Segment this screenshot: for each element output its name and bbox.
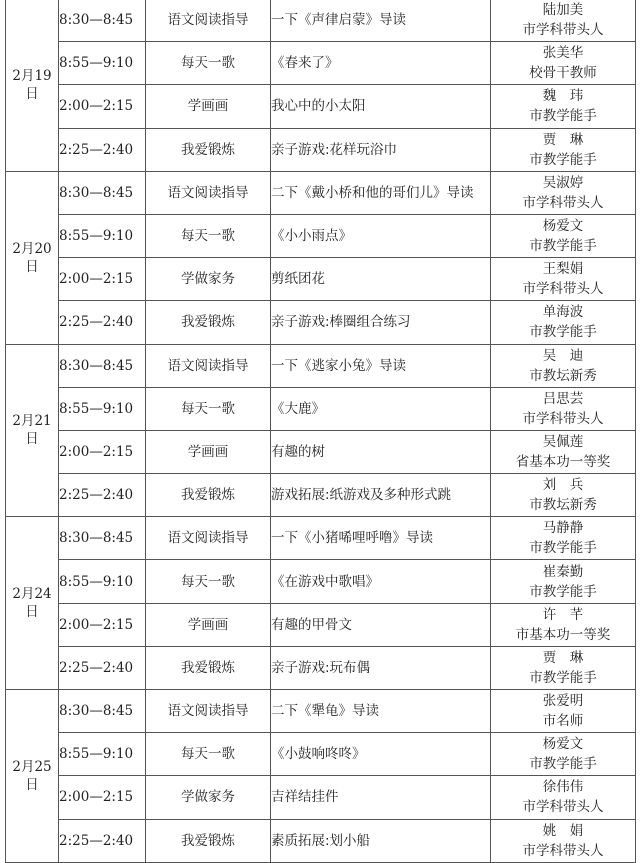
time-cell: 2:25—2:40 bbox=[59, 646, 146, 689]
content-cell: 有趣的甲骨文 bbox=[271, 603, 491, 646]
date-cell bbox=[6, 690, 59, 863]
table-row bbox=[6, 430, 636, 473]
content-cell: 《大鹿》 bbox=[271, 387, 491, 430]
time-cell: 2:25—2:40 bbox=[59, 301, 146, 344]
teacher-title: 市教学能手 bbox=[529, 151, 597, 168]
teacher-cell bbox=[491, 258, 636, 301]
table-row bbox=[6, 85, 636, 128]
content-cell: 一下《逃家小兔》导读 bbox=[271, 344, 491, 387]
subject-cell: 每天一歌 bbox=[146, 733, 271, 776]
content-cell: 《春来了》 bbox=[271, 42, 491, 85]
subject-cell: 语文阅读指导 bbox=[146, 0, 271, 42]
time-cell: 2:00—2:15 bbox=[59, 776, 146, 819]
time-cell: 2:00—2:15 bbox=[59, 258, 146, 301]
teacher-title: 市学科带头人 bbox=[522, 281, 604, 298]
table-row bbox=[6, 0, 636, 42]
teacher-title: 校骨干教师 bbox=[529, 65, 597, 82]
teacher-cell bbox=[491, 646, 636, 689]
teacher-cell bbox=[491, 560, 636, 603]
date-text: 2月25 bbox=[12, 758, 52, 775]
content-cell: 游戏拓展:纸游戏及多种形式跳 bbox=[271, 474, 491, 517]
table-row bbox=[6, 474, 636, 517]
subject-cell: 学画画 bbox=[146, 430, 271, 473]
teacher-name: 张美华 bbox=[542, 45, 584, 62]
teacher-cell bbox=[491, 430, 636, 473]
content-cell: 亲子游戏:花样玩浴巾 bbox=[271, 128, 491, 171]
table-row bbox=[6, 344, 636, 387]
content-cell: 亲子游戏:玩布偶 bbox=[271, 646, 491, 689]
content-cell: 一下《声律启蒙》导读 bbox=[271, 0, 491, 42]
date-text: 2月21 bbox=[12, 413, 52, 430]
teacher-name: 魏 玮 bbox=[542, 88, 584, 105]
table-row bbox=[6, 301, 636, 344]
teacher-name: 马静静 bbox=[542, 520, 584, 537]
teacher-name: 贾 琳 bbox=[542, 131, 584, 148]
teacher-title: 市教学能手 bbox=[529, 324, 597, 341]
content-cell: 有趣的树 bbox=[271, 430, 491, 473]
teacher-title: 市学科带头人 bbox=[522, 22, 604, 39]
teacher-name: 崔秦勤 bbox=[542, 563, 584, 580]
table-row bbox=[6, 646, 636, 689]
subject-cell: 我爱锻炼 bbox=[146, 128, 271, 171]
date-text: 日 bbox=[25, 776, 39, 793]
teacher-name: 单海波 bbox=[542, 304, 584, 321]
time-cell: 2:25—2:40 bbox=[59, 474, 146, 517]
date-text: 日 bbox=[25, 604, 39, 621]
date-text: 日 bbox=[25, 85, 39, 102]
table-row bbox=[6, 387, 636, 430]
table-row bbox=[6, 171, 636, 214]
teacher-title: 市教学能手 bbox=[529, 583, 597, 600]
time-cell: 8:55—9:10 bbox=[59, 214, 146, 257]
time-cell: 8:30—8:45 bbox=[59, 517, 146, 560]
teacher-cell bbox=[491, 85, 636, 128]
teacher-name: 杨爱文 bbox=[542, 736, 584, 753]
content-cell: 《小鼓响咚咚》 bbox=[271, 733, 491, 776]
schedule-table bbox=[5, 0, 636, 863]
time-cell: 2:00—2:15 bbox=[59, 85, 146, 128]
table-row bbox=[6, 42, 636, 85]
teacher-name: 姚 娟 bbox=[542, 822, 584, 839]
subject-cell: 每天一歌 bbox=[146, 42, 271, 85]
teacher-cell bbox=[491, 733, 636, 776]
teacher-title: 市基本功一等奖 bbox=[515, 626, 611, 643]
date-text: 日 bbox=[25, 258, 39, 275]
subject-cell: 我爱锻炼 bbox=[146, 301, 271, 344]
table-row bbox=[6, 517, 636, 560]
time-cell: 2:00—2:15 bbox=[59, 603, 146, 646]
time-cell: 8:55—9:10 bbox=[59, 387, 146, 430]
subject-cell: 我爱锻炼 bbox=[146, 819, 271, 862]
content-cell: 一下《小猪唏哩呼噜》导读 bbox=[271, 517, 491, 560]
teacher-name: 吕思芸 bbox=[542, 390, 584, 407]
teacher-title: 市教学能手 bbox=[529, 108, 597, 125]
date-text: 2月24 bbox=[12, 586, 52, 603]
table-row bbox=[6, 214, 636, 257]
subject-cell: 学画画 bbox=[146, 85, 271, 128]
teacher-title: 市学科带头人 bbox=[522, 410, 604, 427]
teacher-name: 吴佩莲 bbox=[542, 433, 584, 450]
teacher-cell bbox=[491, 387, 636, 430]
content-cell: 二下《犟龟》导读 bbox=[271, 690, 491, 733]
content-cell: 剪纸团花 bbox=[271, 258, 491, 301]
teacher-name: 吴 迪 bbox=[542, 347, 584, 364]
content-cell: 《在游戏中歌唱》 bbox=[271, 560, 491, 603]
teacher-name: 陆加美 bbox=[542, 2, 584, 19]
time-cell: 8:30—8:45 bbox=[59, 0, 146, 42]
teacher-cell bbox=[491, 301, 636, 344]
subject-cell: 学画画 bbox=[146, 603, 271, 646]
teacher-title: 市教学能手 bbox=[529, 540, 597, 557]
teacher-cell bbox=[491, 776, 636, 819]
table-row bbox=[6, 603, 636, 646]
time-cell: 8:30—8:45 bbox=[59, 690, 146, 733]
teacher-cell bbox=[491, 603, 636, 646]
subject-cell: 学做家务 bbox=[146, 776, 271, 819]
subject-cell: 语文阅读指导 bbox=[146, 344, 271, 387]
content-cell: 吉祥结挂件 bbox=[271, 776, 491, 819]
teacher-title: 市学科带头人 bbox=[522, 194, 604, 211]
teacher-cell bbox=[491, 128, 636, 171]
teacher-cell bbox=[491, 0, 636, 42]
teacher-name: 杨爱文 bbox=[542, 218, 584, 235]
subject-cell: 我爱锻炼 bbox=[146, 646, 271, 689]
content-cell: 二下《戴小桥和他的哥们儿》导读 bbox=[271, 171, 491, 214]
teacher-cell bbox=[491, 214, 636, 257]
subject-cell: 语文阅读指导 bbox=[146, 517, 271, 560]
table-row bbox=[6, 128, 636, 171]
teacher-cell bbox=[491, 517, 636, 560]
content-cell: 我心中的小太阳 bbox=[271, 85, 491, 128]
teacher-title: 市教学能手 bbox=[529, 238, 597, 255]
teacher-name: 刘 兵 bbox=[542, 477, 584, 494]
date-text: 2月19 bbox=[12, 67, 52, 84]
teacher-cell bbox=[491, 819, 636, 862]
teacher-cell bbox=[491, 474, 636, 517]
date-cell bbox=[6, 344, 59, 517]
teacher-name: 徐伟伟 bbox=[542, 779, 584, 796]
time-cell: 2:25—2:40 bbox=[59, 128, 146, 171]
teacher-cell bbox=[491, 42, 636, 85]
table-row bbox=[6, 733, 636, 776]
time-cell: 8:30—8:45 bbox=[59, 171, 146, 214]
teacher-title: 市学科带头人 bbox=[522, 842, 604, 859]
subject-cell: 每天一歌 bbox=[146, 560, 271, 603]
date-text: 日 bbox=[25, 431, 39, 448]
content-cell: 亲子游戏:棒圈组合练习 bbox=[271, 301, 491, 344]
teacher-title: 市教学能手 bbox=[529, 756, 597, 773]
table-row bbox=[6, 258, 636, 301]
time-cell: 8:30—8:45 bbox=[59, 344, 146, 387]
date-cell bbox=[6, 171, 59, 344]
time-cell: 2:25—2:40 bbox=[59, 819, 146, 862]
date-cell bbox=[6, 517, 59, 690]
subject-cell: 我爱锻炼 bbox=[146, 474, 271, 517]
subject-cell: 学做家务 bbox=[146, 258, 271, 301]
teacher-cell bbox=[491, 171, 636, 214]
table-row bbox=[6, 690, 636, 733]
teacher-title: 省基本功一等奖 bbox=[515, 453, 611, 470]
time-cell: 8:55—9:10 bbox=[59, 42, 146, 85]
table-row bbox=[6, 819, 636, 862]
teacher-title: 市教坛新秀 bbox=[529, 497, 597, 514]
teacher-title: 市学科带头人 bbox=[522, 799, 604, 816]
subject-cell: 每天一歌 bbox=[146, 387, 271, 430]
table-row bbox=[6, 776, 636, 819]
teacher-title: 市教坛新秀 bbox=[529, 367, 597, 384]
time-cell: 8:55—9:10 bbox=[59, 560, 146, 603]
time-cell: 8:55—9:10 bbox=[59, 733, 146, 776]
subject-cell: 每天一歌 bbox=[146, 214, 271, 257]
teacher-name: 许 芊 bbox=[542, 606, 584, 623]
subject-cell: 语文阅读指导 bbox=[146, 171, 271, 214]
content-cell: 素质拓展:划小船 bbox=[271, 819, 491, 862]
date-cell bbox=[6, 0, 59, 171]
teacher-cell bbox=[491, 690, 636, 733]
teacher-name: 吴淑婷 bbox=[542, 174, 584, 191]
teacher-title: 市教学能手 bbox=[529, 669, 597, 686]
teacher-name: 王梨娟 bbox=[542, 261, 584, 278]
date-text: 2月20 bbox=[12, 240, 52, 257]
time-cell: 2:00—2:15 bbox=[59, 430, 146, 473]
content-cell: 《小小雨点》 bbox=[271, 214, 491, 257]
subject-cell: 语文阅读指导 bbox=[146, 690, 271, 733]
teacher-cell bbox=[491, 344, 636, 387]
teacher-name: 张爱明 bbox=[542, 693, 584, 710]
schedule-body bbox=[6, 0, 636, 862]
teacher-title: 市名师 bbox=[542, 713, 584, 730]
table-row bbox=[6, 560, 636, 603]
teacher-name: 贾 琳 bbox=[542, 649, 584, 666]
